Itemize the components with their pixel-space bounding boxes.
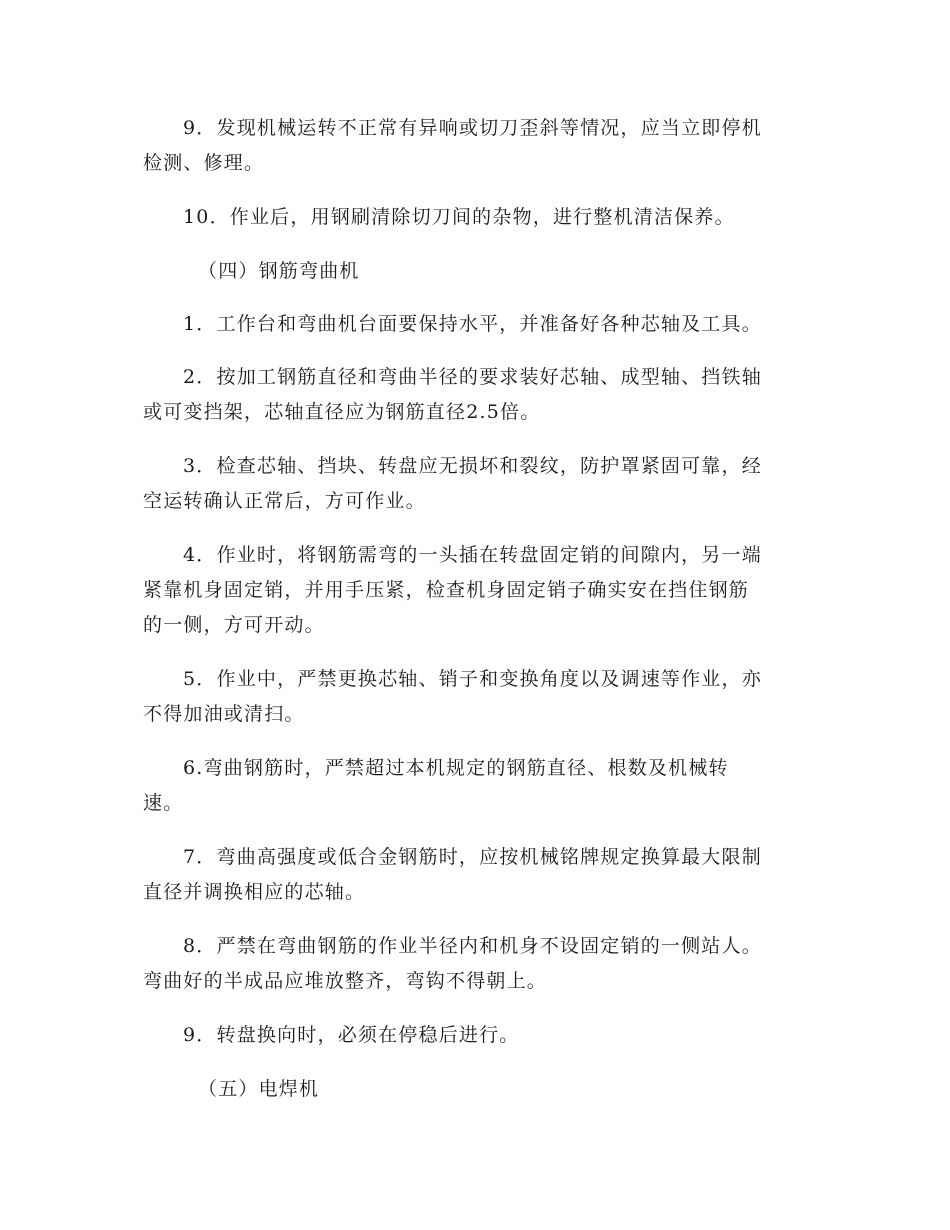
paragraph-4-7-line-2: 直径并调换相应的芯轴。 bbox=[143, 881, 366, 903]
paragraph-4-5-line-1: 5．作业中，严禁更换芯轴、销子和变换角度以及调速等作业，亦 bbox=[183, 668, 762, 690]
paragraph-4-6-line-2: 速。 bbox=[143, 792, 184, 814]
paragraph-4-5-line-2: 不得加油或清扫。 bbox=[143, 703, 305, 725]
paragraph-4-4-line-3: 的一侧，方可开动。 bbox=[143, 614, 325, 636]
paragraph-4-8-line-2: 弯曲好的半成品应堆放整齐，弯钩不得朝上。 bbox=[143, 970, 548, 992]
paragraph-4-3-line-2: 空运转确认正常后，方可作业。 bbox=[143, 490, 426, 512]
paragraph-1-line-2: 检测、修理。 bbox=[143, 152, 265, 174]
section-heading-5: （五）电焊机 bbox=[198, 1078, 320, 1100]
paragraph-2-line-1: 10．作业后，用钢刷清除切刀间的杂物，进行整机清洁保养。 bbox=[183, 206, 735, 228]
paragraph-4-4-line-2: 紧靠机身固定销，并用手压紧，检查机身固定销子确实安在挡住钢筋 bbox=[143, 579, 750, 601]
section-heading-4: （四）钢筋弯曲机 bbox=[198, 260, 360, 282]
paragraph-4-7-line-1: 7．弯曲高强度或低合金钢筋时，应按机械铭牌规定换算最大限制 bbox=[183, 846, 762, 868]
paragraph-4-1-line-1: 1．工作台和弯曲机台面要保持水平，并准备好各种芯轴及工具。 bbox=[183, 313, 762, 335]
paragraph-4-4-line-1: 4．作业时，将钢筋需弯的一头插在转盘固定销的间隙内，另一端 bbox=[183, 544, 762, 566]
paragraph-4-2-line-1: 2．按加工钢筋直径和弯曲半径的要求装好芯轴、成型轴、挡铁轴 bbox=[183, 366, 762, 388]
paragraph-1-line-1: 9．发现机械运转不正常有异响或切刀歪斜等情况，应当立即停机 bbox=[183, 117, 762, 139]
paragraph-4-3-line-1: 3．检查芯轴、挡块、转盘应无损坏和裂纹，防护罩紧固可靠，经 bbox=[183, 455, 762, 477]
paragraph-4-2-line-2: 或可变挡架，芯轴直径应为钢筋直径2.5倍。 bbox=[143, 401, 541, 423]
paragraph-4-8-line-1: 8．严禁在弯曲钢筋的作业半径内和机身不设固定销的一侧站人。 bbox=[183, 935, 762, 957]
paragraph-4-9-line-1: 9．转盘换向时，必须在停稳后进行。 bbox=[183, 1024, 520, 1046]
paragraph-4-6-line-1: 6.弯曲钢筋时，严禁超过本机规定的钢筋直径、根数及机械转 bbox=[183, 757, 729, 779]
